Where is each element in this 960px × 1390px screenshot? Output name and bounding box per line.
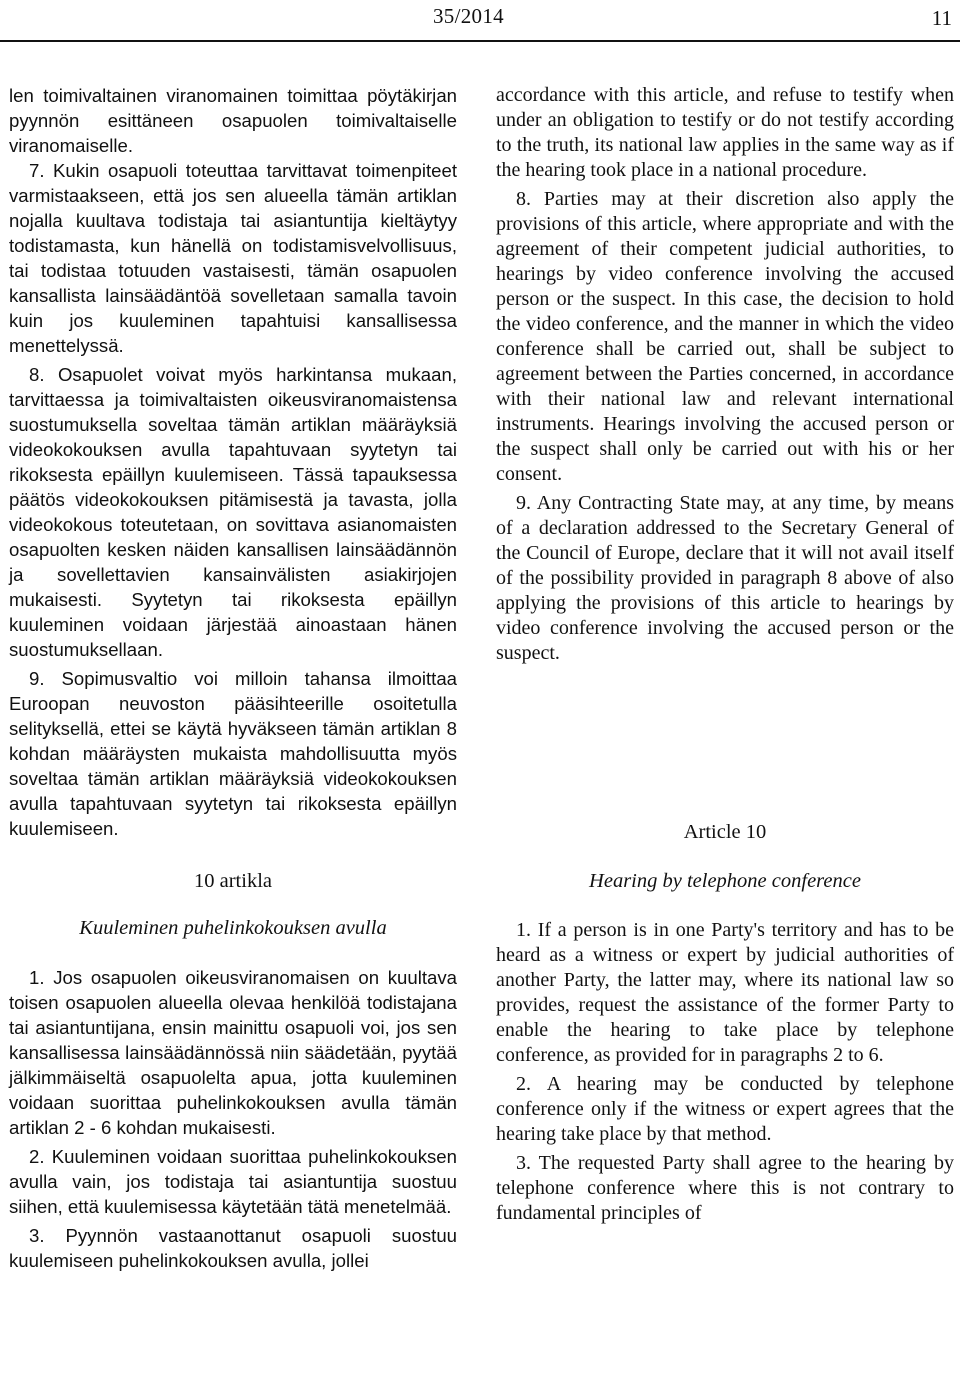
- en-article-paragraph-3: 3. The requested Party shall agree to the hearing by telephone conference where this is not contrary to fundamental principles of: [496, 1152, 954, 1224]
- en-article-heading: Article 10: [683, 821, 767, 843]
- en-paragraph-8: 8. Parties may at their discretion also apply the provisions of this article, where appropriate and with the agreement of their competent judicial authorities, to hearings by video conference involving the accused person or the suspect. In this case, the decision to hold the video conference, and the manner in which the video conference shall be carried out, shall be subject to agreement between the Parties concerned, in accordance with their national law and relevant international instruments. Hearings involving the accused person or the suspect shall only be carried out with his or her consent.: [496, 188, 954, 485]
- page-number: 11: [931, 6, 952, 30]
- fi-article-title: Kuuleminen puhelinkokouksen avulla: [79, 917, 387, 939]
- fi-paragraph-9: 9. Sopimusvaltio voi milloin tahansa ilmoittaa Euroopan neuvoston pääsihteerille osoitetulla selityksellä, ettei se käytä hyväkseen tämän artiklan 8 kohdan määräysten mukaista mahdollisuutta myös soveltaa tämän artiklan määräyksiä videokokouksen avulla tapahtuvaan syytetyn tai rikoksesta epäillyn kuulemiseen.: [9, 668, 457, 839]
- page-header: [0, 0, 960, 40]
- en-paragraph-continued: accordance with this article, and refuse to testify when under an obligation to testify or do not testify according to the truth, its national law applies in the same way as if the hearing took place in a national procedure.: [496, 84, 954, 181]
- en-paragraph-9: 9. Any Contracting State may, at any time, by means of a declaration addressed to the Secretary General of the Council of Europe, declare that it will not avail itself of the possibility provided in paragraph 8 above of also applying the provisions of this article to hearings by video conference involving the accused person or the suspect.: [496, 492, 954, 664]
- fi-paragraph-8: 8. Osapuolet voivat myös harkintansa mukaan, tarvittaessa ja toimivaltaisten oikeusviranomaistensa suostumuksella soveltaa tämän artiklan määräyksiä videokokouksen avulla tapahtuvaan syytetyn tai rikoksesta epäillyn kuulemiseen. Tässä tapauksessa päätös videokokouksen pitämisestä ja tavasta, jolla videokokous toteutetaan, on sovittava asianomaisten osapuolten kesken näiden kansallisen lainsäädännön ja sovellettavien kansainvälisten asiakirjojen mukaisesti. Syytetyn tai rikoksesta epäillyn kuuleminen voidaan järjestää ainoastaan hänen suostumuksellaan.: [9, 364, 457, 660]
- fi-article-heading: 10 artikla: [194, 870, 272, 892]
- en-article-paragraph-2: 2. A hearing may be conducted by telephone conference only if the witness or expert agrees that the hearing take place by that method.: [496, 1073, 954, 1145]
- issue-number: 35/2014: [433, 4, 504, 28]
- en-article-paragraph-1: 1. If a person is in one Party's territory and has to be heard as a witness or expert by judicial authorities of another Party, the latter may, where its national law so provides, request the assistance of the former Party to enable the hearing to take place by telephone conference, as provided for in paragraphs 2 to 6.: [496, 919, 954, 1066]
- header-rule: [0, 40, 960, 42]
- fi-article-paragraph-2: 2. Kuuleminen voidaan suorittaa puhelinkokouksen avulla vain, jos todistaja tai asiantuntija suostuu siihen, että kuulemisessa käytetään tätä menetelmää.: [9, 1146, 457, 1217]
- finnish-column: [9, 83, 457, 1273]
- fi-paragraph-7: 7. Kukin osapuoli toteuttaa tarvittavat toimenpiteet varmistaakseen, että jos sen alueella tämän artiklan nojalla kuultava todistaja tai asiantuntija kieltäytyy todistamasta, kun hänellä on todistamisvelvollisuus, tai todistaa totuuden vastaisesti, tämän osapuolen kansallista lainsäädäntöä sovelletaan samalla tavoin kuin jos kuuleminen tapahtuisi kansallisessa menettelyssä.: [9, 160, 457, 356]
- english-column: [496, 83, 954, 1226]
- fi-paragraph-continued: len toimivaltainen viranomainen toimittaa pöytäkirjan pyynnön esittäneen osapuolen toimivaltaiselle viranomaiselle.: [9, 85, 457, 156]
- fi-article-paragraph-3: 3. Pyynnön vastaanottanut osapuoli suostuu kuulemiseen puhelinkokouksen avulla, jollei: [9, 1225, 457, 1271]
- fi-article-paragraph-1: 1. Jos osapuolen oikeusviranomaisen on kuultava toisen osapuolen alueella olevaa henkilöä todistajana tai asiantuntijana, ensin mainittu osapuoli voi, jos sen kansallisessa lainsäädännössä niin säädetään, pyytää jälkimmäiseltä osapuolelta apua, jotta kuuleminen voidaan suorittaa puhelinkokouksen avulla tämän artiklan 2 - 6 kohdan mukaisesti.: [9, 967, 457, 1138]
- en-article-title: Hearing by telephone conference: [589, 870, 861, 892]
